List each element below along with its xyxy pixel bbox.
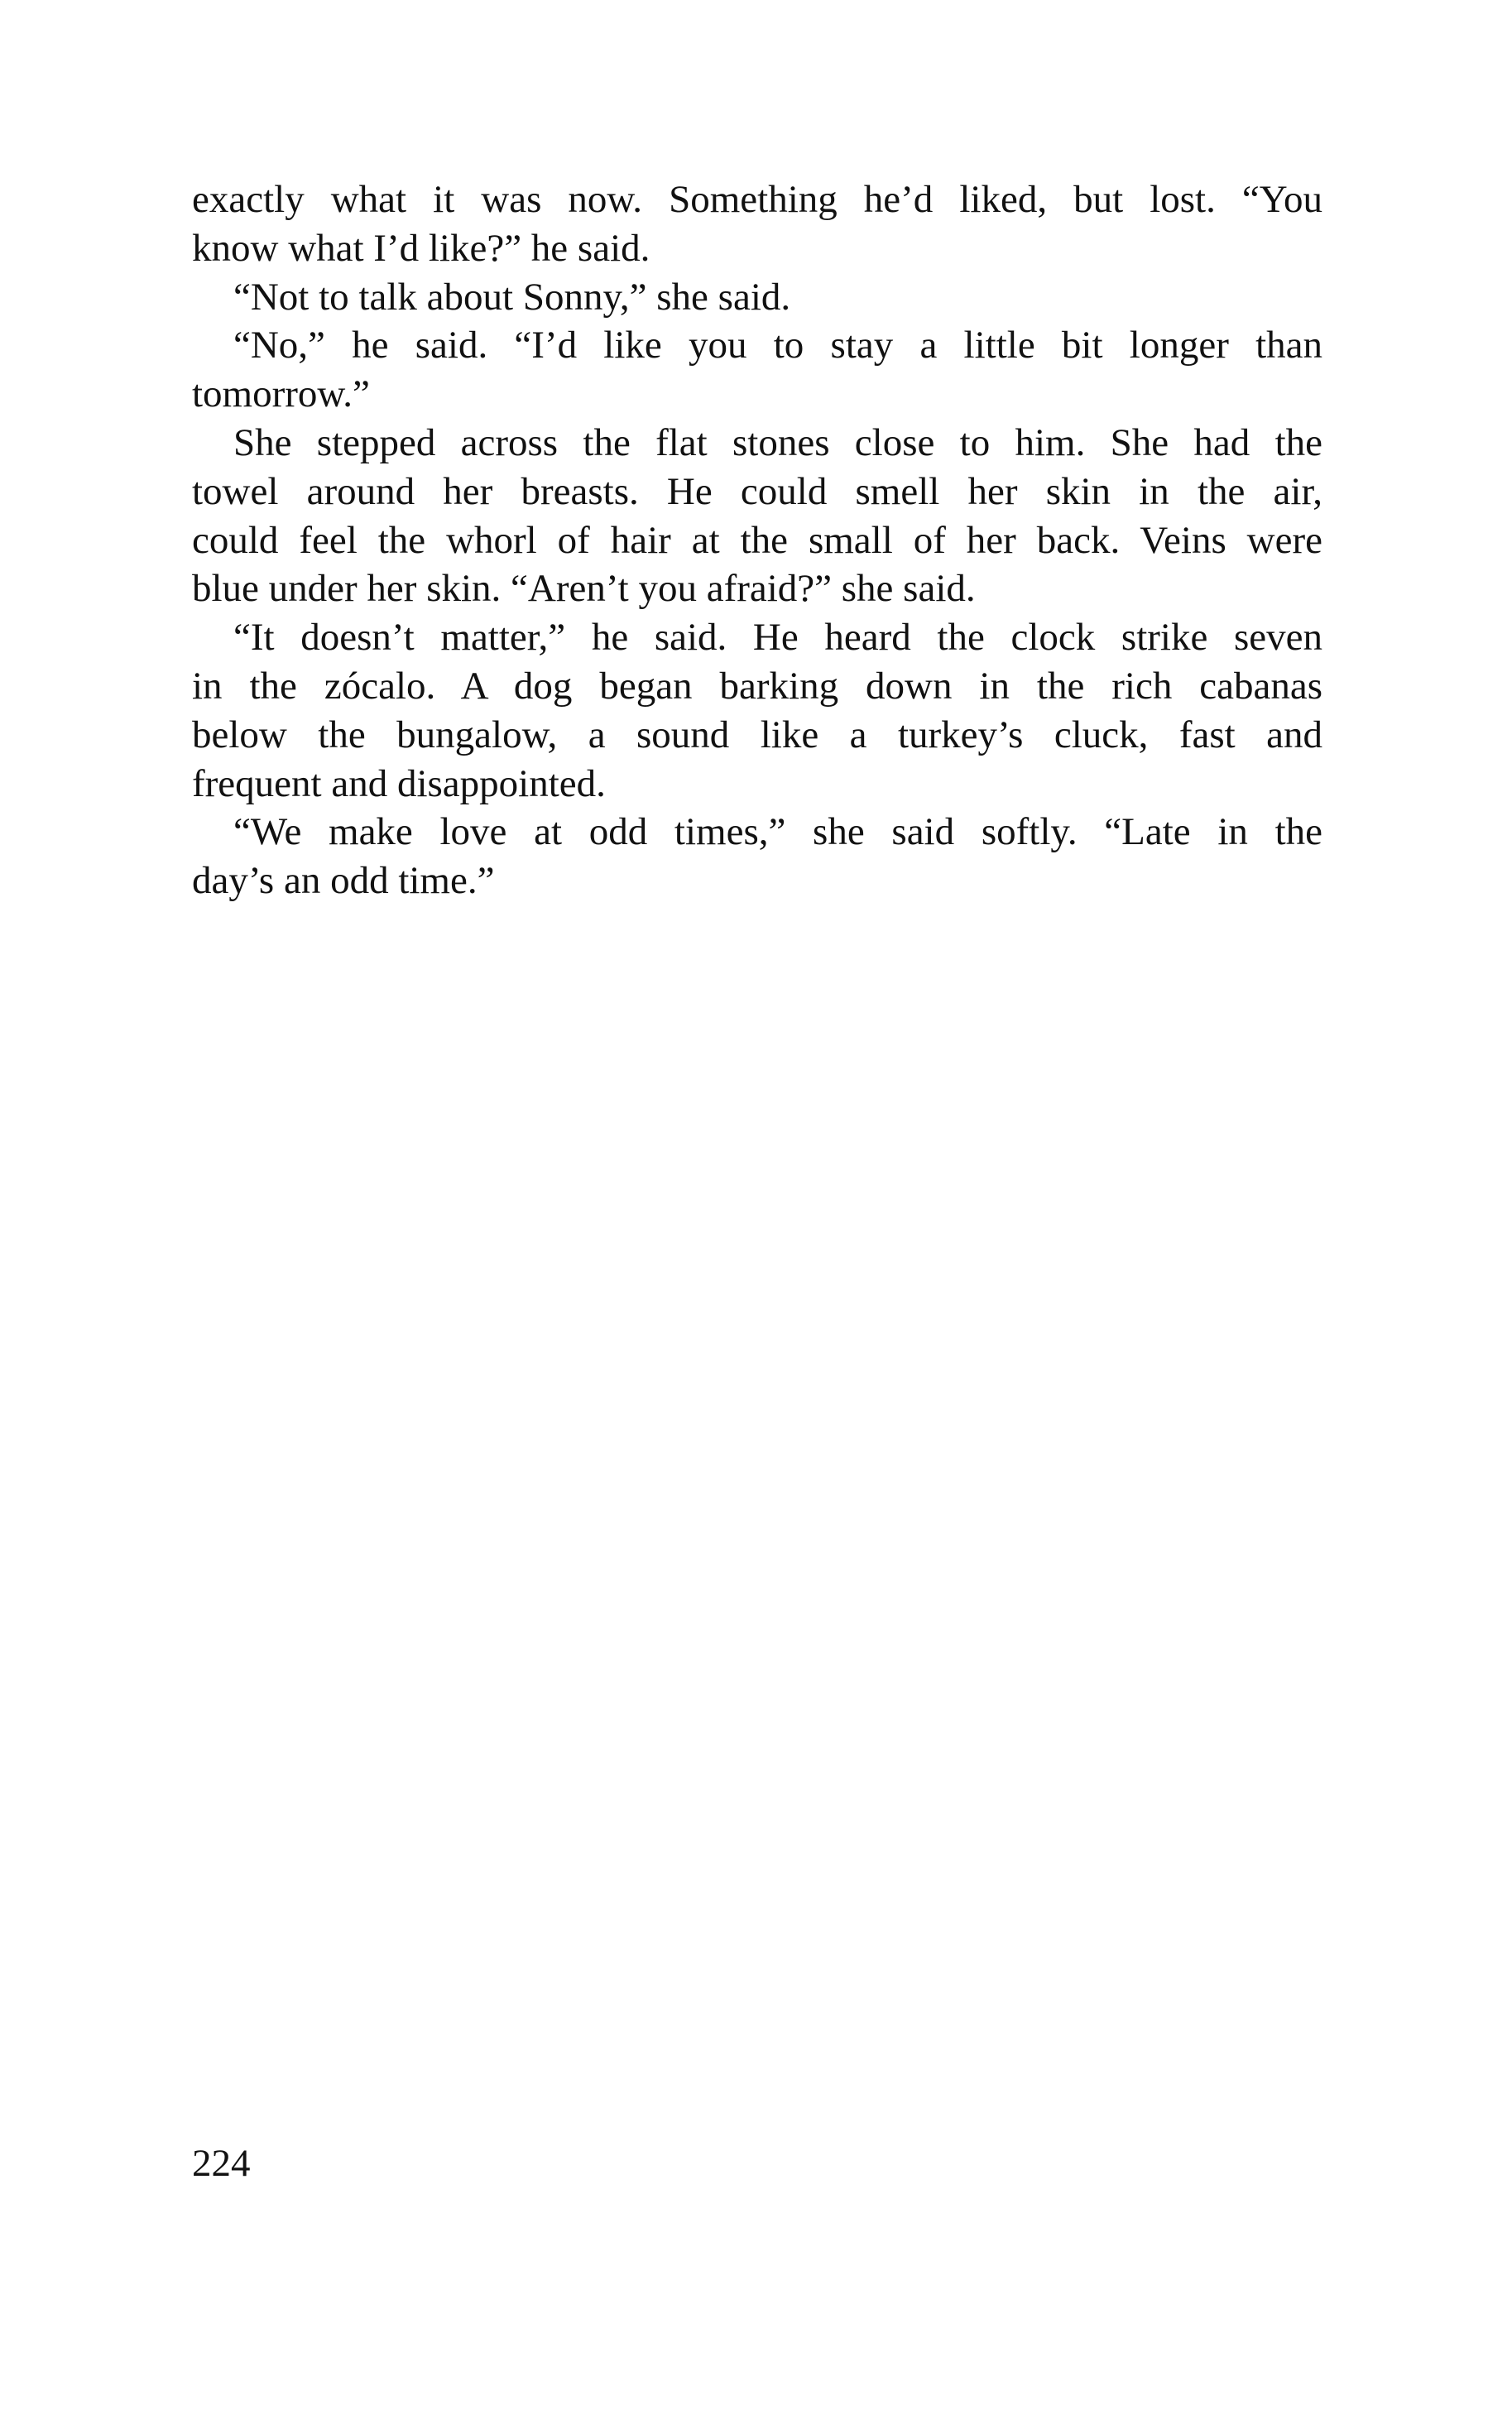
text-line: blue under her skin. “Aren’t you afraid?” she said. (192, 567, 976, 611)
text-line: frequent and disappointed. (192, 761, 606, 805)
text-line: day’s an odd time.” (192, 859, 495, 903)
text-line: know what I’d like?” he said. (192, 226, 650, 270)
text-line: towel around her breasts. He could smell her skin in the air, (192, 469, 1322, 513)
text-line: “No,” he said. “I’d like you to stay a little bit longer than (233, 324, 1322, 367)
text-line: “It doesn’t matter,” he said. He heard the clock strike seven (233, 616, 1322, 660)
text-line: could feel the whorl of hair at the small of her back. Veins were (192, 518, 1322, 562)
text-line: tomorrow.” (192, 372, 370, 416)
text-line: exactly what it was now. Something he’d liked, but lost. “You (192, 178, 1322, 221)
text-line: She stepped across the flat stones close to him. She had the (233, 420, 1322, 464)
text-line: “We make love at odd times,” she said softly. “Late in the (233, 810, 1322, 854)
text-line: below the bungalow, a sound like a turkey’s cluck, fast and (192, 713, 1322, 756)
text-line: in the zócalo. A dog began barking down in the rich cabanas (192, 664, 1322, 708)
text-line: “Not to talk about Sonny,” she said. (233, 275, 791, 319)
page-number: 224 (192, 2142, 251, 2185)
body-text (192, 175, 1322, 905)
